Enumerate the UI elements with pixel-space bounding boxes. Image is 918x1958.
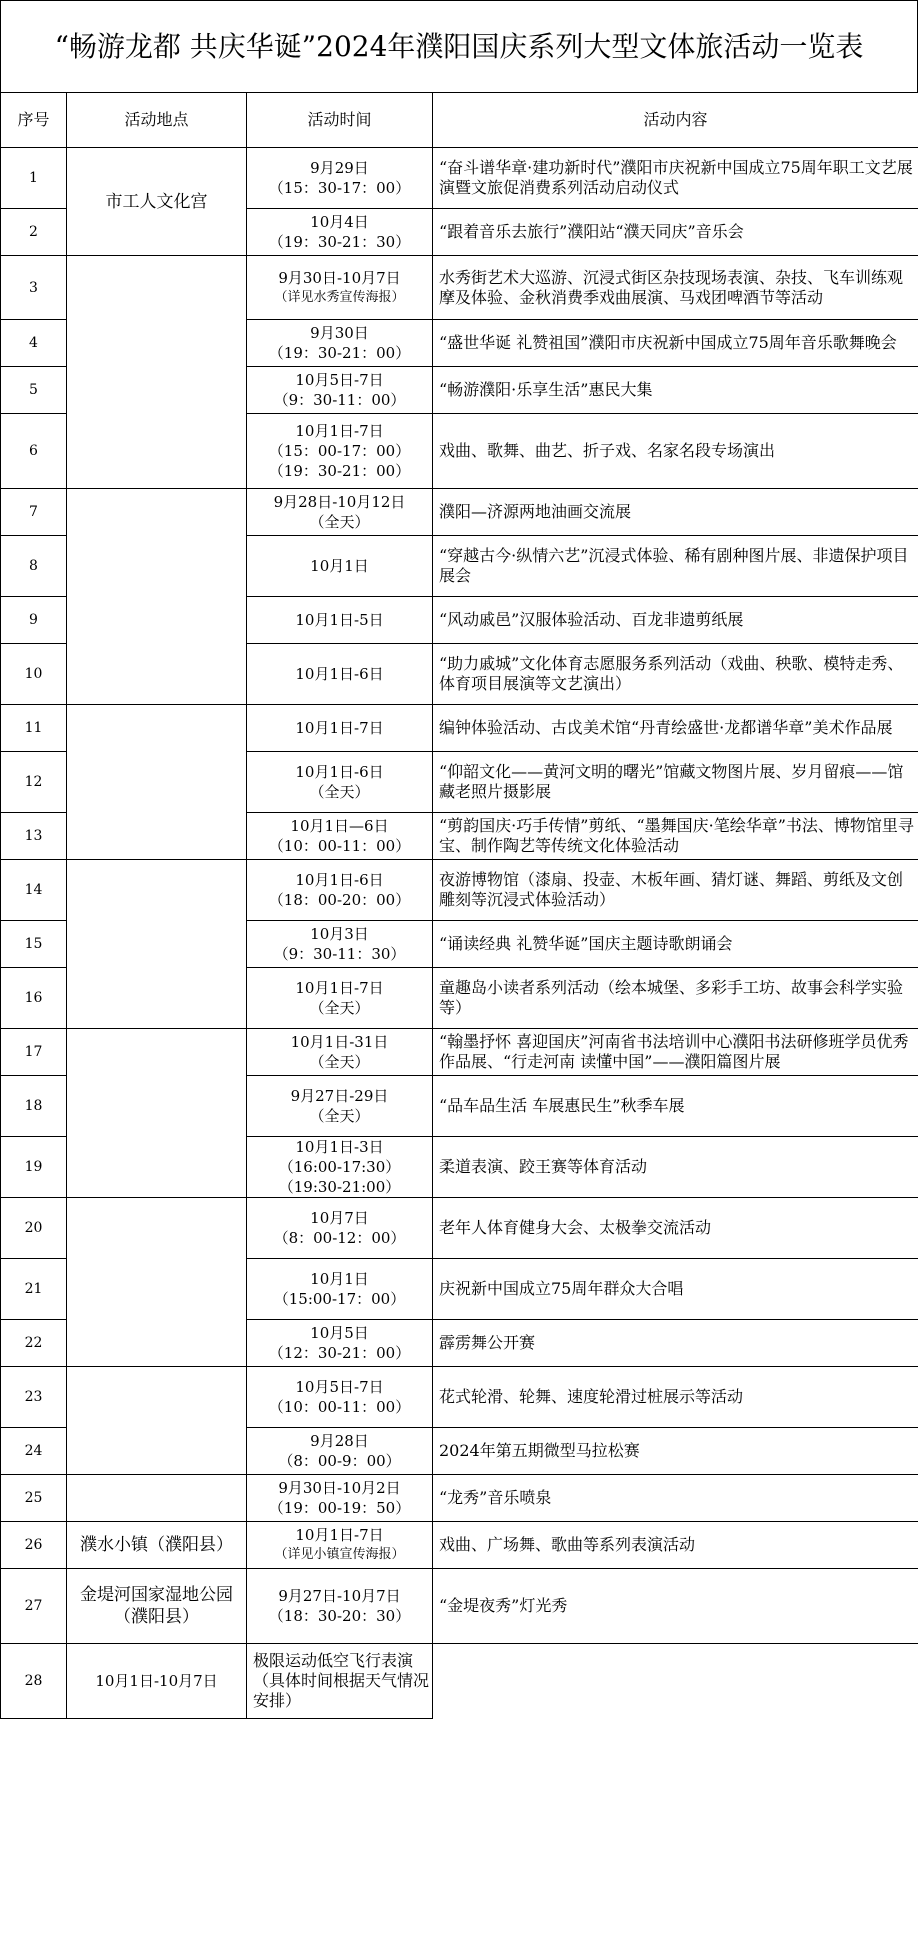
row-number: 23 xyxy=(1,1367,67,1428)
time-cell xyxy=(247,1198,433,1259)
time-line: 9月30日 xyxy=(310,324,369,342)
content-cell: “畅游濮阳·乐享生活”惠民大集 xyxy=(433,367,918,414)
content-cell: 老年人体育健身大会、太极拳交流活动 xyxy=(433,1198,918,1259)
time-cell xyxy=(247,752,433,813)
location-cell xyxy=(67,1198,247,1367)
location-cell xyxy=(67,1029,247,1198)
row-number: 27 xyxy=(1,1569,67,1644)
time-cell xyxy=(247,813,433,860)
time-line: 9月27日-10月7日 xyxy=(278,1587,401,1605)
row-number: 24 xyxy=(1,1428,67,1475)
row-number: 4 xyxy=(1,320,67,367)
table-row xyxy=(1,860,918,921)
time-line: （19：30-21：30） xyxy=(268,233,411,251)
header-location: 活动地点 xyxy=(67,93,247,148)
time-line: （8：00-9：00） xyxy=(278,1452,401,1470)
row-number: 28 xyxy=(1,1644,67,1719)
time-line: （16:00-17:30） xyxy=(278,1158,401,1176)
content-cell: 霹雳舞公开赛 xyxy=(433,1320,918,1367)
row-number: 22 xyxy=(1,1320,67,1367)
time-line: （全天） xyxy=(309,1107,370,1125)
time-line: （全天） xyxy=(309,1053,370,1071)
header-row xyxy=(1,93,918,148)
time-cell xyxy=(247,209,433,256)
time-line: （全天） xyxy=(309,999,370,1017)
time-cell xyxy=(247,148,433,209)
time-line: （19：00-19：50） xyxy=(268,1499,411,1517)
row-number: 14 xyxy=(1,860,67,921)
location-cell: 市工人文化宫 xyxy=(67,148,247,256)
time-line: 10月1日-5日 xyxy=(295,611,384,629)
content-cell: 夜游博物馆（漆扇、投壶、木板年画、猜灯谜、舞蹈、剪纸及文创雕刻等沉浸式体验活动） xyxy=(433,860,918,921)
time-cell xyxy=(247,256,433,320)
content-cell: 濮阳—济源两地油画交流展 xyxy=(433,489,918,536)
time-line: 9月28日-10月12日 xyxy=(273,493,406,511)
content-cell: “跟着音乐去旅行”濮阳站“濮天同庆”音乐会 xyxy=(433,209,918,256)
time-line: 10月1日-6日 xyxy=(295,763,384,781)
location-cell xyxy=(67,489,247,705)
table-row xyxy=(1,148,918,209)
content-cell: 水秀街艺术大巡游、沉浸式街区杂技现场表演、杂技、飞车训练观摩及体验、金秋消费季戏曲展演、马戏团啤酒节等活动 xyxy=(433,256,918,320)
time-line: 10月5日 xyxy=(310,1324,369,1342)
time-cell xyxy=(67,1644,247,1719)
time-line: （12：30-21：00） xyxy=(268,1344,411,1362)
time-line: 10月1日-10月7日 xyxy=(95,1672,218,1690)
time-line: （15：30-17：00） xyxy=(268,179,411,197)
content-cell: “剪韵国庆·巧手传情”剪纸、“墨舞国庆·笔绘华章”书法、博物馆里寻宝、制作陶艺等传统文化体验活动 xyxy=(433,813,918,860)
time-cell xyxy=(247,1320,433,1367)
content-cell: “金堤夜秀”灯光秀 xyxy=(433,1569,918,1644)
header-content: 活动内容 xyxy=(433,93,918,148)
row-number: 3 xyxy=(1,256,67,320)
content-cell: 童趣岛小读者系列活动（绘本城堡、多彩手工坊、故事会科学实验等） xyxy=(433,968,918,1029)
row-number: 9 xyxy=(1,597,67,644)
header-no: 序号 xyxy=(1,93,67,148)
row-number: 17 xyxy=(1,1029,67,1076)
time-line: 10月4日 xyxy=(310,213,369,231)
time-line: （9：30-11：30） xyxy=(273,945,406,963)
table-row xyxy=(1,1367,918,1428)
content-cell: “品车品生活 车展惠民生”秋季车展 xyxy=(433,1076,918,1137)
row-number: 11 xyxy=(1,705,67,752)
time-line: 9月27日-29日 xyxy=(290,1087,389,1105)
content-cell: “助力戚城”文化体育志愿服务系列活动（戏曲、秧歌、模特走秀、体育项目展演等文艺演出） xyxy=(433,644,918,705)
row-number: 10 xyxy=(1,644,67,705)
content-cell: 花式轮滑、轮舞、速度轮滑过桩展示等活动 xyxy=(433,1367,918,1428)
content-cell: 戏曲、歌舞、曲艺、折子戏、名家名段专场演出 xyxy=(433,414,918,489)
row-number: 26 xyxy=(1,1522,67,1569)
table-body xyxy=(1,148,918,1719)
time-cell xyxy=(247,860,433,921)
content-cell: 极限运动低空飞行表演（具体时间根据天气情况安排） xyxy=(247,1644,433,1719)
location-cell xyxy=(67,1367,247,1475)
table-row xyxy=(1,705,918,752)
row-number: 5 xyxy=(1,367,67,414)
time-line: 10月1日-6日 xyxy=(295,665,384,683)
content-cell: 编钟体验活动、古戉美术馆“丹青绘盛世·龙都谱华章”美术作品展 xyxy=(433,705,918,752)
row-number: 19 xyxy=(1,1137,67,1198)
row-number: 8 xyxy=(1,536,67,597)
location-cell xyxy=(67,860,247,1029)
time-line: 10月1日 xyxy=(310,557,369,575)
time-cell xyxy=(247,1569,433,1644)
time-line: （15：00-17：00） xyxy=(268,442,411,460)
row-number: 16 xyxy=(1,968,67,1029)
content-cell: “奋斗谱华章·建功新时代”濮阳市庆祝新中国成立75周年职工文艺展演暨文旅促消费系列活动启动仪式 xyxy=(433,148,918,209)
time-cell xyxy=(247,320,433,367)
time-line: （全天） xyxy=(309,783,370,801)
table-row xyxy=(1,256,918,320)
time-line: 10月1日-7日 xyxy=(295,719,384,737)
time-line: 10月3日 xyxy=(310,925,369,943)
row-number: 6 xyxy=(1,414,67,489)
activity-table xyxy=(0,92,918,1719)
location-cell: 濮水小镇（濮阳县） xyxy=(67,1522,247,1569)
time-line: 10月1日-6日 xyxy=(295,871,384,889)
table-row xyxy=(1,1029,918,1076)
content-cell: “诵读经典 礼赞华诞”国庆主题诗歌朗诵会 xyxy=(433,921,918,968)
time-line: 10月1日-7日 xyxy=(295,979,384,997)
time-line: 10月5日-7日 xyxy=(295,1378,384,1396)
time-line: （18：00-20：00） xyxy=(268,891,411,909)
time-cell xyxy=(247,536,433,597)
time-line: 10月1日-7日 xyxy=(295,422,384,440)
time-line: 10月5日-7日 xyxy=(295,371,384,389)
content-cell: “盛世华诞 礼赞祖国”濮阳市庆祝新中国成立75周年音乐歌舞晚会 xyxy=(433,320,918,367)
time-cell xyxy=(247,414,433,489)
location-cell xyxy=(67,256,247,489)
time-line: 10月1日—6日 xyxy=(290,817,389,835)
row-number: 25 xyxy=(1,1475,67,1522)
time-cell xyxy=(247,1029,433,1076)
time-cell xyxy=(247,1137,433,1198)
content-cell: “穿越古今·纵情六艺”沉浸式体验、稀有剧种图片展、非遗保护项目展会 xyxy=(433,536,918,597)
time-line: （9：30-11：00） xyxy=(273,391,406,409)
row-number: 13 xyxy=(1,813,67,860)
content-cell: “仰韶文化——黄河文明的曙光”馆藏文物图片展、岁月留痕——馆藏老照片摄影展 xyxy=(433,752,918,813)
table-row xyxy=(1,1644,918,1719)
time-cell xyxy=(247,597,433,644)
time-cell xyxy=(247,968,433,1029)
time-cell xyxy=(247,489,433,536)
location-cell: 金堤河国家湿地公园（濮阳县） xyxy=(67,1569,247,1644)
table-row xyxy=(1,1522,918,1569)
time-cell xyxy=(247,1076,433,1137)
table-row xyxy=(1,1475,918,1522)
time-line: （8：00-12：00） xyxy=(273,1229,406,1247)
table-row xyxy=(1,489,918,536)
content-cell: “龙秀”音乐喷泉 xyxy=(433,1475,918,1522)
time-line: 9月30日-10月7日 xyxy=(278,268,401,287)
row-number: 21 xyxy=(1,1259,67,1320)
time-line: 9月30日-10月2日 xyxy=(278,1479,401,1497)
content-cell: 戏曲、广场舞、歌曲等系列表演活动 xyxy=(433,1522,918,1569)
time-line: 10月7日 xyxy=(310,1209,369,1227)
location-cell xyxy=(67,1475,247,1522)
row-number: 20 xyxy=(1,1198,67,1259)
time-cell xyxy=(247,1259,433,1320)
time-line: （详见小镇宣传海报） xyxy=(274,1547,405,1562)
content-cell: “风动戚邑”汉服体验活动、百龙非遗剪纸展 xyxy=(433,597,918,644)
time-line: 10月1日-7日 xyxy=(295,1526,384,1544)
time-line: （15:00-17：00） xyxy=(273,1290,406,1308)
time-line: （全天） xyxy=(309,513,370,531)
row-number: 2 xyxy=(1,209,67,256)
row-number: 18 xyxy=(1,1076,67,1137)
row-number: 12 xyxy=(1,752,67,813)
time-cell xyxy=(247,644,433,705)
time-line: （18：30-20：30） xyxy=(268,1607,411,1625)
time-cell xyxy=(247,1367,433,1428)
content-cell: 2024年第五期微型马拉松赛 xyxy=(433,1428,918,1475)
time-line: 10月1日 xyxy=(310,1270,369,1288)
row-number: 15 xyxy=(1,921,67,968)
time-line: （19：30-21：00） xyxy=(268,462,411,480)
row-number: 1 xyxy=(1,148,67,209)
time-cell xyxy=(247,921,433,968)
time-line: （19：30-21：00） xyxy=(268,344,411,362)
table-row xyxy=(1,1198,918,1259)
time-line: （详见水秀宣传海报） xyxy=(274,289,405,305)
content-cell: “翰墨抒怀 喜迎国庆”河南省书法培训中心濮阳书法研修班学员优秀作品展、“行走河南 读懂中国”——濮阳篇图片展 xyxy=(433,1029,918,1076)
time-cell xyxy=(247,367,433,414)
time-cell xyxy=(247,1522,433,1569)
time-line: 9月29日 xyxy=(310,159,369,177)
time-cell xyxy=(247,1428,433,1475)
time-cell xyxy=(247,1475,433,1522)
content-cell: 庆祝新中国成立75周年群众大合唱 xyxy=(433,1259,918,1320)
header-time: 活动时间 xyxy=(247,93,433,148)
time-line: （10：00-11：00） xyxy=(268,837,411,855)
table-row xyxy=(1,1569,918,1644)
time-cell xyxy=(247,705,433,752)
time-line: 10月1日-31日 xyxy=(290,1033,389,1051)
document-title: “畅游龙都 共庆华诞”2024年濮阳国庆系列大型文体旅活动一览表 xyxy=(0,0,918,92)
time-line: （10：00-11：00） xyxy=(268,1398,411,1416)
row-number: 7 xyxy=(1,489,67,536)
time-line: （19:30-21:00） xyxy=(278,1178,401,1196)
location-cell xyxy=(67,705,247,860)
content-cell: 柔道表演、跤王赛等体育活动 xyxy=(433,1137,918,1198)
time-line: 9月28日 xyxy=(310,1432,369,1450)
time-line: 10月1日-3日 xyxy=(295,1138,384,1156)
